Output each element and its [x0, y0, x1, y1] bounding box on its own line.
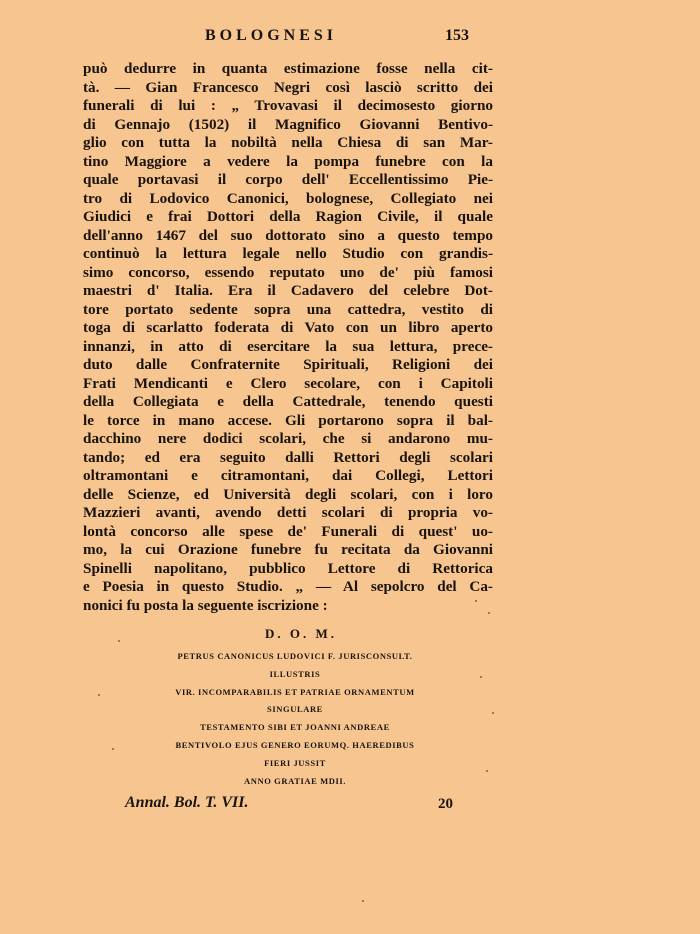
print-speck: [492, 712, 494, 714]
text-line: dell'anno 1467 del suo dottorato sino a questo tempo: [83, 226, 493, 244]
text-line: Giudici e frai Dottori della Ragion Civile, il quale: [83, 208, 493, 225]
inscription-line: SINGULARE: [267, 704, 323, 715]
inscription-line: BENTIVOLO EJUS GENERO EORUMQ. HAEREDIBUS: [175, 739, 415, 750]
text-line: lontà concorso alle spese de' Funerali di quest' uo-: [83, 522, 493, 540]
text-line: maestri d' Italia. Era il Cadavero del celebre Dot-: [83, 282, 493, 299]
print-speck: [475, 600, 477, 602]
text-line: simo concorso, essendo reputato uno de' più famosi: [83, 263, 493, 281]
print-speck: [488, 612, 490, 614]
text-line: dacchino nere dodici scolari, che si andarono mu-: [83, 430, 493, 447]
print-speck: [112, 748, 114, 750]
inscription-line: ANNO GRATIAE MDII.: [243, 775, 347, 786]
inscription-line: ILLUSTRIS: [269, 668, 321, 679]
text-line: della Collegiata e della Cattedrale, tenendo questi: [83, 393, 493, 410]
body-text: [83, 60, 493, 615]
text-line: può dedurre in quanta estimazione fosse nella cit-: [83, 60, 493, 77]
text-line: tando; ed era seguito dalli Rettori degli scolari: [83, 448, 493, 466]
text-line: duto dalle Confraternite Spirituali, Religioni dei: [83, 356, 493, 373]
text-line: e Poesia in questo Studio. „ — Al sepolcro del Ca-: [83, 578, 493, 595]
text-line: innanzi, in atto di esercitare la sua lettura, prece-: [83, 337, 493, 355]
text-line: delle Scienze, ed Università degli scolari, con i loro: [83, 485, 493, 503]
footer-signature: Annal. Bol. T. VII.: [125, 794, 249, 811]
text-line: tore portato sedente sopra una cattedra, vestito di: [83, 300, 493, 318]
text-line: Spinelli napolitano, pubblico Lettore di Rettorica: [83, 559, 493, 577]
running-head: BOLOGNESI: [205, 27, 338, 44]
text-line: toga di scarlatto foderata di Vato con un libro aperto: [83, 319, 493, 336]
text-line: di Gennajo (1502) il Magnifico Giovanni Bentivo-: [83, 115, 493, 133]
inscription-line: VIR. INCOMPARABILIS ET PATRIAE ORNAMENTUM: [175, 686, 415, 697]
print-speck: [362, 900, 364, 902]
text-line: tino Maggiore a vedere la pompa funebre con la: [83, 152, 493, 170]
text-line: tà. — Gian Francesco Negri così lasciò scritto dei: [83, 78, 493, 96]
text-line: continuò la lettura legale nello Studio con grandis-: [83, 245, 493, 262]
print-speck: [98, 694, 100, 696]
inscription-lines: [90, 648, 500, 790]
text-line: oltramontani e citramontani, dai Collegi, Lettori: [83, 467, 493, 484]
print-speck: [480, 676, 482, 678]
text-line: funerali di lui : „ Trovavasi il decimosesto giorno: [83, 97, 493, 114]
inscription: [90, 626, 500, 790]
footer-sheet-number: 20: [438, 796, 453, 812]
print-speck: [118, 640, 120, 642]
page-number: 153: [445, 27, 469, 44]
inscription-line: PETRUS CANONICUS LUDOVICI F. JURISCONSULT.: [177, 651, 413, 661]
inscription-line: TESTAMENTO SIBI ET JOANNI ANDREAE: [200, 722, 390, 733]
text-line: quale portavasi il corpo dell' Eccellentissimo Pie-: [83, 171, 493, 188]
text-line: Mazzieri avanti, avendo detti scolari di propria vo-: [83, 504, 493, 521]
text-line: mo, la cui Orazione funebre fu recitata da Giovanni: [83, 541, 493, 558]
text-line: tro di Lodovico Canonici, bolognese, Collegiato nei: [83, 189, 493, 207]
inscription-heading: D. O. M.: [264, 626, 338, 641]
print-speck: [486, 770, 488, 772]
text-line: nonici fu posta la seguente iscrizione :: [83, 596, 328, 614]
inscription-line: FIERI JUSSIT: [264, 757, 326, 768]
text-line: Frati Mendicanti e Clero secolare, con i Capitoli: [83, 374, 493, 392]
text-line: le torce in mano accese. Gli portarono sopra il bal-: [83, 411, 493, 429]
text-line: glio con tutta la nobiltà nella Chiesa di san Mar-: [83, 134, 493, 151]
